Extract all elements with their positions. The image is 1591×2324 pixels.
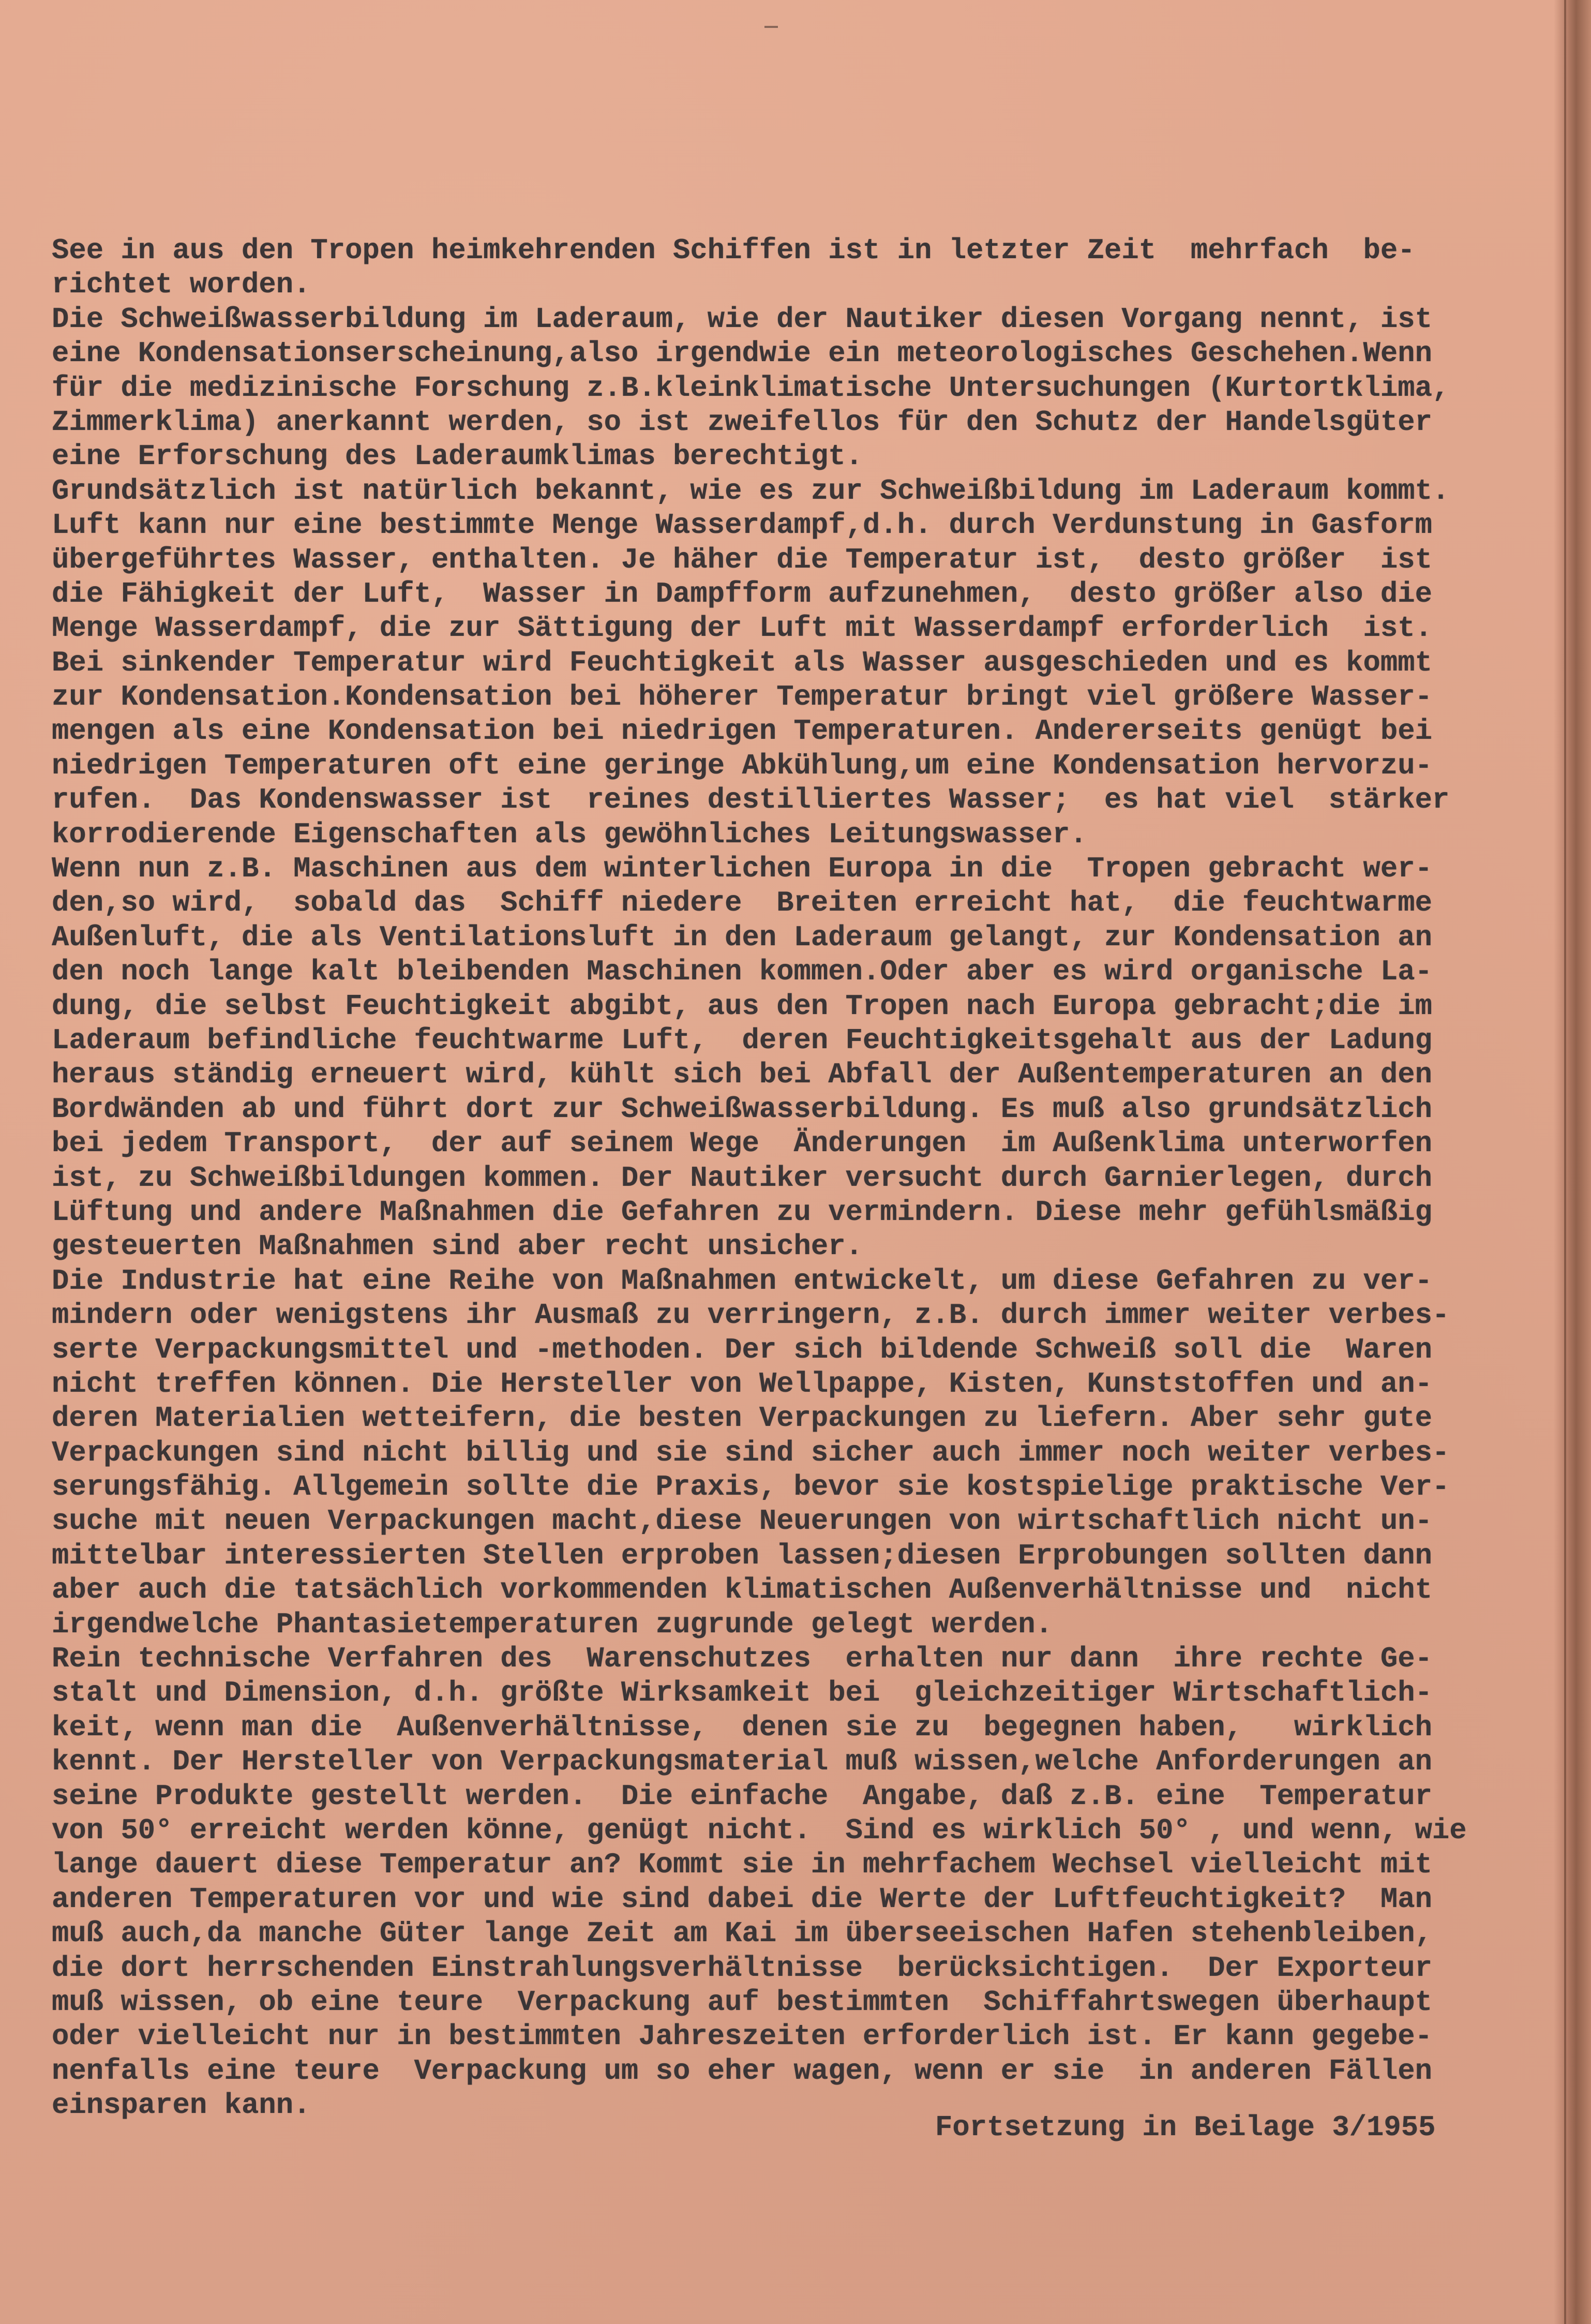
text-line: Verpackungen sind nicht billig und sie sind sicher auch immer noch weiter verbes- — [52, 1436, 1450, 1469]
top-mark — [764, 26, 778, 28]
text-line: gesteuerten Maßnahmen sind aber recht unsicher. — [52, 1230, 863, 1263]
text-line: Die Schweißwasserbildung im Laderaum, wie der Nautiker diesen Vorgang nennt, ist — [52, 303, 1432, 336]
text-line: Wenn nun z.B. Maschinen aus dem winterlichen Europa in die Tropen gebracht wer- — [52, 853, 1432, 886]
text-line: mengen als eine Kondensation bei niedrigen Temperaturen. Andererseits genügt bei — [52, 715, 1432, 748]
text-line: irgendwelche Phantasietemperaturen zugrunde gelegt werden. — [52, 1608, 1053, 1641]
text-line: Zimmerklima) anerkannt werden, so ist zweifellos für den Schutz der Handelsgüter — [52, 406, 1432, 439]
text-line: kennt. Der Hersteller von Verpackungsmaterial muß wissen,welche Anforderungen an — [52, 1746, 1432, 1779]
text-line: von 50° erreicht werden könne, genügt nicht. Sind es wirklich 50° , und wenn, wie — [52, 1814, 1467, 1847]
text-line: Die Industrie hat eine Reihe von Maßnahmen entwickelt, um diese Gefahren zu ver- — [52, 1264, 1432, 1298]
text-line: für die medizinische Forschung z.B.kleinklimatische Untersuchungen (Kurtortklima, — [52, 371, 1450, 405]
text-line: ist, zu Schweißbildungen kommen. Der Nautiker versucht durch Garnierlegen, durch — [52, 1161, 1432, 1195]
text-line: muß wissen, ob eine teure Verpackung auf bestimmten Schiffahrtswegen überhaupt — [52, 1986, 1432, 2019]
text-line: Rein technische Verfahren des Warenschutzes erhalten nur dann ihre rechte Ge- — [52, 1643, 1432, 1676]
text-line: aber auch die tatsächlich vorkommenden klimatischen Außenverhältnisse und nicht — [52, 1574, 1432, 1607]
text-line: zur Kondensation.Kondensation bei höherer Temperatur bringt viel größere Wasser- — [52, 681, 1432, 714]
typewritten-text — [52, 234, 1547, 2123]
text-line: muß auch,da manche Güter lange Zeit am Kai im überseeischen Hafen stehenbleiben, — [52, 1917, 1432, 1950]
text-line: Menge Wasserdampf, die zur Sättigung der Luft mit Wasserdampf erforderlich ist. — [52, 612, 1432, 645]
text-line: Lüftung und andere Maßnahmen die Gefahren zu vermindern. Diese mehr gefühlsmäßig — [52, 1196, 1432, 1229]
text-line: die Fähigkeit der Luft, Wasser in Dampfform aufzunehmen, desto größer also die — [52, 577, 1432, 610]
text-line: mittelbar interessierten Stellen erproben lassen;diesen Erprobungen sollten dann — [52, 1539, 1432, 1572]
text-line: nicht treffen können. Die Hersteller von Wellpappe, Kisten, Kunststoffen und an- — [52, 1367, 1432, 1401]
page-edge-line — [1564, 0, 1566, 2324]
text-line: die dort herrschenden Einstrahlungsverhältnisse berücksichtigen. Der Exporteur — [52, 1951, 1432, 1985]
text-line: keit, wenn man die Außenverhältnisse, denen sie zu begegnen haben, wirklich — [52, 1711, 1432, 1744]
text-line: mindern oder wenigstens ihr Ausmaß zu verringern, z.B. durch immer weiter verbes- — [52, 1299, 1450, 1332]
text-line: serungsfähig. Allgemein sollte die Praxis, bevor sie kostspielige praktische Ver- — [52, 1471, 1450, 1504]
text-line: Bei sinkender Temperatur wird Feuchtigkeit als Wasser ausgeschieden und es kommt — [52, 646, 1432, 679]
text-line: Bordwänden ab und führt dort zur Schweißwasserbildung. Es muß also grundsätzlich — [52, 1093, 1432, 1126]
text-line: oder vielleicht nur in bestimmten Jahreszeiten erforderlich ist. Er kann gegebe- — [52, 2020, 1432, 2053]
text-line: Laderaum befindliche feuchtwarme Luft, deren Feuchtigkeitsgehalt aus der Ladung — [52, 1024, 1432, 1057]
text-line: eine Kondensationserscheinung,also irgendwie ein meteorologisches Geschehen.Wenn — [52, 337, 1432, 370]
text-line: seine Produkte gestellt werden. Die einfache Angabe, daß z.B. eine Temperatur — [52, 1780, 1432, 1813]
text-line: übergeführtes Wasser, enthalten. Je häher die Temperatur ist, desto größer ist — [52, 543, 1432, 576]
text-line: stalt und Dimension, d.h. größte Wirksamkeit bei gleichzeitiger Wirtschaftlich- — [52, 1677, 1432, 1710]
text-line: rufen. Das Kondenswasser ist reines destilliertes Wasser; es hat viel stärker — [52, 784, 1450, 817]
text-line: richtet worden. — [52, 269, 311, 302]
text-line: einsparen kann. — [52, 2089, 311, 2122]
text-line: suche mit neuen Verpackungen macht,diese Neuerungen von wirtschaftlich nicht un- — [52, 1505, 1432, 1538]
text-line: serte Verpackungsmittel und -methoden. Der sich bildende Schweiß soll die Waren — [52, 1333, 1432, 1366]
text-line: anderen Temperaturen vor und wie sind dabei die Werte der Luftfeuchtigkeit? Man — [52, 1883, 1432, 1916]
text-line: den,so wird, sobald das Schiff niedere Breiten erreicht hat, die feuchtwarme — [52, 887, 1432, 920]
text-line: Außenluft, die als Ventilationsluft in den Laderaum gelangt, zur Kondensation an — [52, 921, 1432, 954]
text-line: lange dauert diese Temperatur an? Kommt sie in mehrfachem Wechsel vielleicht mit — [52, 1849, 1432, 1882]
text-line: Luft kann nur eine bestimmte Menge Wasserdampf,d.h. durch Verdunstung in Gasform — [52, 509, 1432, 542]
page-edge-shadow — [1554, 0, 1591, 2324]
text-line: dung, die selbst Feuchtigkeit abgibt, aus den Tropen nach Europa gebracht;die im — [52, 990, 1432, 1023]
text-line: heraus ständig erneuert wird, kühlt sich bei Abfall der Außentemperaturen an den — [52, 1059, 1432, 1092]
text-line: bei jedem Transport, der auf seinem Wege Änderungen im Außenklima unterworfen — [52, 1127, 1432, 1160]
text-line: deren Materialien wetteifern, die besten Verpackungen zu liefern. Aber sehr gute — [52, 1402, 1432, 1435]
text-line: Grundsätzlich ist natürlich bekannt, wie es zur Schweißbildung im Laderaum kommt. — [52, 474, 1450, 508]
text-line: See in aus den Tropen heimkehrenden Schiffen ist in letzter Zeit mehrfach be- — [52, 234, 1415, 267]
text-line: korrodierende Eigenschaften als gewöhnliches Leitungswasser. — [52, 818, 1087, 851]
text-line: niedrigen Temperaturen oft eine geringe Abkühlung,um eine Kondensation hervorzu- — [52, 749, 1432, 782]
text-line: eine Erforschung des Laderaumklimas berechtigt. — [52, 440, 863, 473]
text-line: den noch lange kalt bleibenden Maschinen kommen.Oder aber es wird organische La- — [52, 956, 1432, 989]
continuation-note: Fortsetzung in Beilage 3/1955 — [935, 2111, 1436, 2144]
text-line: nenfalls eine teure Verpackung um so eher wagen, wenn er sie in anderen Fällen — [52, 2054, 1432, 2088]
